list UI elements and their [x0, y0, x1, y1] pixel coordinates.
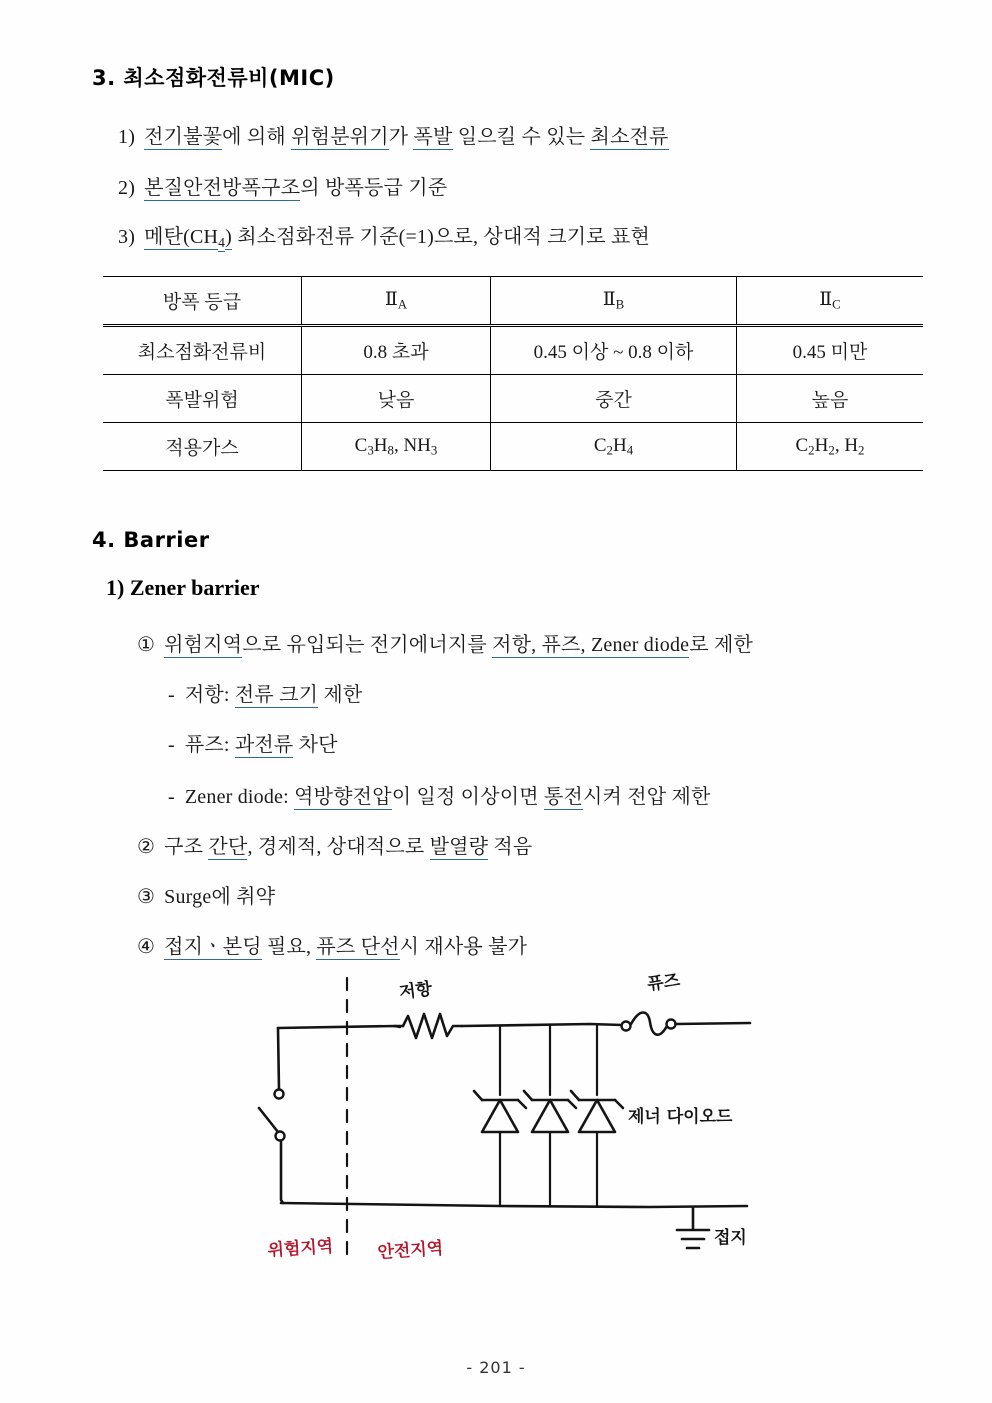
zener-2-triangle	[532, 1100, 568, 1132]
text-run: 시 재사용 불가	[399, 936, 528, 958]
table-header-cell-iib	[491, 277, 737, 326]
table-cell	[491, 423, 737, 471]
zener-1-bend-left	[474, 1091, 482, 1100]
formula-part: 3	[430, 442, 438, 458]
left-vertical-wire	[278, 1028, 279, 1090]
fuse-label: 퓨즈	[645, 970, 682, 995]
fuse-symbol	[631, 1013, 667, 1035]
text-run: 시켜 전압 제한	[583, 786, 711, 808]
list-marker: -	[168, 786, 175, 808]
formula-part: C	[354, 434, 368, 456]
text-run: 구조	[164, 836, 209, 858]
switch-terminal-bottom	[276, 1132, 285, 1141]
section-3-item-2	[118, 171, 447, 200]
list-marker: ④	[137, 936, 156, 958]
hazardous-area-label: 위험지역	[266, 1236, 334, 1261]
text-run: 으로 유입되는 전기에너지를	[242, 634, 493, 656]
table-cell: 0.45 미만	[737, 326, 924, 375]
section-4-item	[168, 678, 362, 707]
text-run: 저항, 퓨즈, Zener diode	[492, 634, 690, 656]
header-subscript: C	[832, 296, 841, 312]
table-cell	[302, 423, 491, 471]
formula-part: C	[593, 434, 607, 456]
section-4-item	[137, 880, 275, 909]
formula-part: 8	[387, 442, 394, 458]
mic-table	[103, 276, 923, 471]
table-row-label: 적용가스	[103, 423, 302, 471]
mic-table-head	[103, 277, 923, 326]
fuse-terminal-left	[622, 1022, 631, 1031]
resistor-label: 저항	[398, 979, 434, 1003]
switch-blade	[259, 1108, 278, 1132]
text-run: 접지ㆍ본딩	[164, 936, 262, 958]
text-run: 가	[388, 126, 414, 148]
list-marker: 2)	[118, 177, 136, 199]
fuse-terminal-right	[667, 1020, 676, 1029]
text-run: 적음	[488, 836, 533, 858]
text-run: 제한	[318, 684, 363, 706]
text-run: 차단	[293, 734, 338, 756]
zener-3-bend-right	[615, 1100, 623, 1108]
left-lower-vertical-wire	[281, 1141, 283, 1203]
section-4-subheading: 1) Zener barrier	[106, 575, 260, 600]
section-4-item	[137, 830, 532, 859]
list-marker: -	[168, 734, 175, 756]
section-4-heading: 4. Barrier	[92, 528, 210, 552]
text-run: , 경제적, 상대적으로	[247, 836, 430, 858]
text-run: 저항:	[184, 684, 235, 706]
text-run: 전류 크기	[234, 684, 319, 706]
list-marker: -	[168, 684, 175, 706]
text-run: 이 일정 이상이면	[391, 786, 544, 808]
formula-part: 2	[828, 442, 835, 458]
list-marker: 1)	[118, 126, 136, 148]
section-4-item	[168, 728, 338, 757]
text-run: 퓨즈:	[184, 734, 235, 756]
formula-part: H	[373, 434, 388, 456]
text-run: Zener diode:	[184, 786, 295, 808]
zener-barrier-circuit-diagram	[250, 960, 770, 1290]
table-header-cell-grade	[103, 277, 302, 326]
zener-1-triangle	[482, 1100, 518, 1132]
text-run: 최소점화전류 기준(=1)으로, 상대적 크기로 표현	[232, 226, 650, 248]
table-header-text: $Ⅱ_C$	[819, 289, 841, 312]
table-header-row	[103, 277, 923, 326]
right-top-wire	[676, 1023, 750, 1024]
zener-3-bend-left	[571, 1091, 579, 1100]
text-run: 퓨즈 단선	[316, 936, 400, 958]
list-marker: ①	[137, 634, 156, 656]
text-run: 일으킬 수 있는	[452, 126, 591, 148]
list-marker: ②	[137, 836, 156, 858]
text-run: 본질안전방폭구조	[144, 177, 301, 199]
formula-part: 3	[367, 442, 374, 458]
mic-table-wrapper	[103, 276, 888, 471]
table-row	[103, 326, 923, 375]
text-run: 에 의해	[222, 126, 292, 148]
text-run: 간단	[208, 836, 248, 858]
list-marker: ③	[137, 886, 156, 908]
safe-area-label: 안전지역	[376, 1238, 444, 1263]
zener-2-bend-left	[524, 1091, 532, 1100]
table-cell	[737, 423, 924, 471]
formula-part: C	[795, 434, 809, 456]
formula-part: 2	[808, 442, 815, 458]
text-run: )	[225, 226, 233, 248]
section-4-item	[137, 628, 753, 657]
zener-1-bend-right	[518, 1100, 526, 1108]
zener-2-bend-right	[568, 1100, 576, 1108]
page-number: - 201 -	[466, 1358, 526, 1377]
text-run: 폭발	[413, 126, 453, 148]
text-run: 통전	[543, 786, 584, 808]
text-run: Surge에 취약	[164, 886, 276, 908]
formula-part: H	[814, 434, 829, 456]
header-subscript: A	[397, 296, 408, 312]
text-run: 위험분위기	[291, 126, 389, 148]
table-row-label: 폭발위험	[103, 375, 302, 423]
table-cell: 0.8 초과	[302, 326, 491, 375]
mic-table-body	[103, 326, 923, 471]
text-run: 메탄(CH	[144, 226, 219, 248]
section-4-item	[137, 930, 527, 959]
text-run: 위험지역	[164, 634, 243, 656]
top-left-wire	[278, 1026, 400, 1028]
text-run: 최소전류	[590, 126, 669, 148]
table-header-text: $Ⅱ_B$	[602, 289, 625, 312]
list-marker: 3)	[118, 226, 136, 248]
formula-part: 2	[858, 442, 865, 458]
formula-part: H	[612, 434, 627, 456]
section-3-item-1	[118, 120, 669, 149]
zener-3-triangle	[579, 1100, 615, 1132]
table-row-label: 최소점화전류비	[103, 326, 302, 375]
table-header-cell-iic	[737, 277, 924, 326]
table-cell: 중간	[491, 375, 737, 423]
text-run: 의 방폭등급 기준	[300, 177, 448, 199]
text-run: 과전류	[234, 734, 294, 756]
table-header-cell-iia	[302, 277, 491, 326]
table-cell: 0.45 이상 ~ 0.8 이하	[491, 326, 737, 375]
text-run: 4	[218, 234, 226, 250]
text-run: 전기불꽃	[144, 126, 223, 148]
table-row	[103, 423, 923, 471]
table-header-text: $Ⅱ_A$	[384, 289, 408, 312]
section-3-item-3	[118, 220, 650, 251]
text-run: 로 제한	[689, 634, 753, 656]
formula-part: , H	[834, 434, 859, 456]
text-run: 발열량	[429, 836, 489, 858]
table-header-text: 방폭 등급	[162, 292, 242, 313]
table-cell: 높음	[737, 375, 924, 423]
table-cell: 낮음	[302, 375, 491, 423]
bottom-wire	[281, 1203, 747, 1207]
text-run: 역방향전압	[294, 786, 392, 808]
formula-part: 2	[606, 442, 613, 458]
formula-part: , NH	[393, 434, 431, 456]
text-run: 필요,	[261, 936, 317, 958]
switch-terminal-top	[275, 1090, 284, 1099]
section-4-item	[168, 780, 711, 809]
section-3-heading: 3. 최소점화전류비(MIC)	[92, 66, 335, 90]
zener-diode-label: 제너 다이오드	[628, 1107, 733, 1127]
formula-part: 4	[626, 442, 634, 458]
header-subscript: B	[615, 296, 625, 312]
ground-label: 접지	[714, 1228, 747, 1248]
table-row	[103, 375, 923, 423]
resistor-symbol	[403, 1014, 462, 1038]
